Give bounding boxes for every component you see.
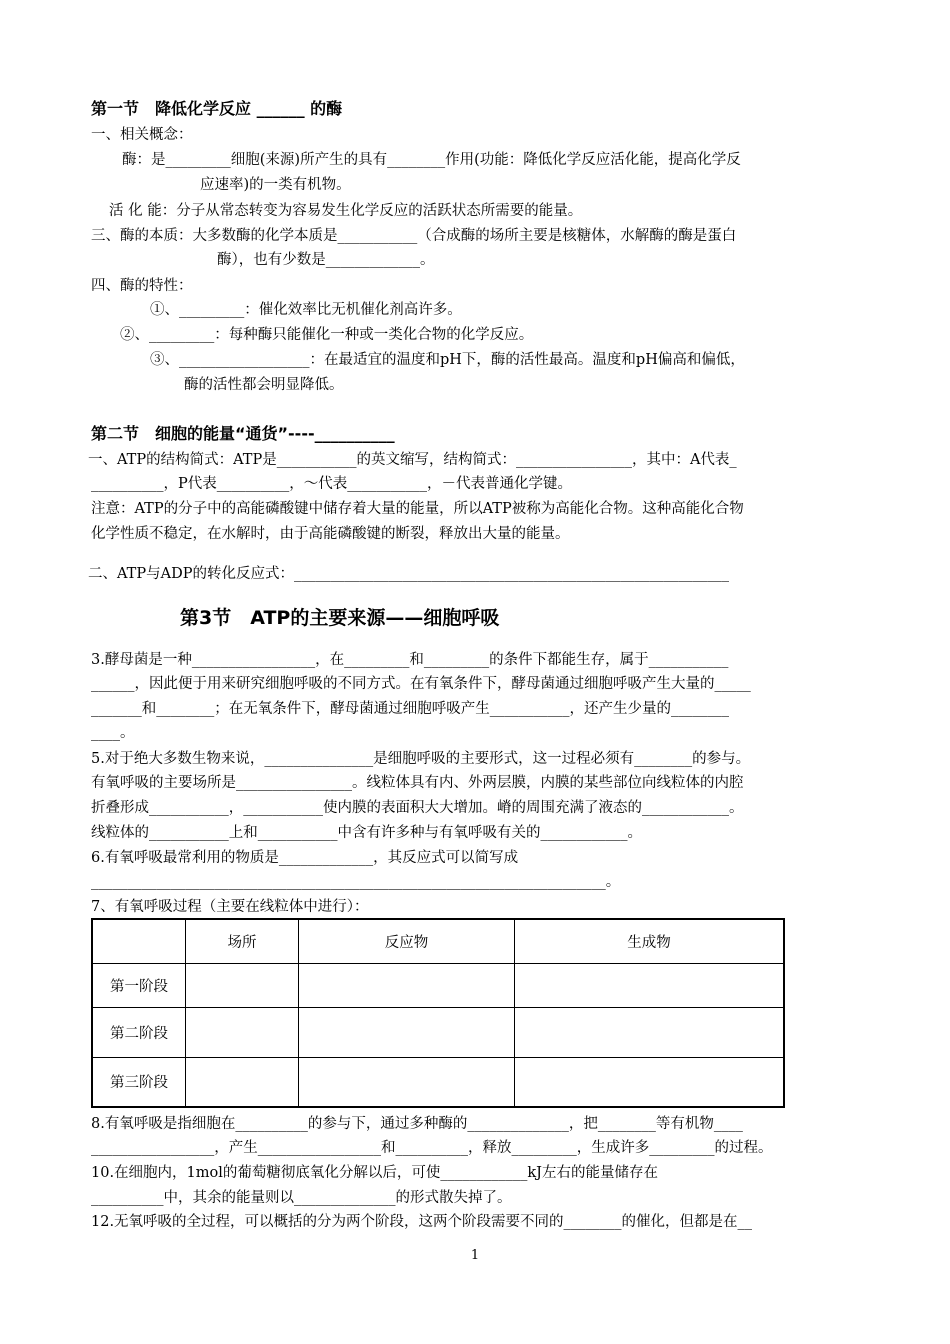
q6-line1: 6.有氧呼吸最常利用的物质是_____________，其反应式可以简写成 xyxy=(91,850,519,866)
table-row xyxy=(92,963,784,1007)
q10-line2: __________中，其余的能量则以______________的形式散失掉了。 xyxy=(91,1190,512,1206)
enzyme-nature: 三、酶的本质：大多数酶的化学本质是___________（合成酶的场所主要是核糖体，水解酶的酶是蛋白 xyxy=(91,228,737,244)
table-row-label: 第一阶段 xyxy=(92,963,186,1007)
table-header-cell: 生成物 xyxy=(515,919,785,963)
table-cell xyxy=(186,1057,299,1107)
table-cell xyxy=(299,1057,515,1107)
atp-note: 注意：ATP的分子中的高能磷酸键中储存着大量的能量，所以ATP被称为高能化合物。这种高能化合物 xyxy=(91,501,744,517)
q3-line1: 3.酵母菌是一种_________________，在_________和_________的条件下都能生存，属于___________ xyxy=(91,652,729,668)
q5-line4: 线粒体的___________上和___________中含有许多种与有氧呼吸有关的____________。 xyxy=(91,825,642,841)
concepts-heading: 一、相关概念： xyxy=(91,127,193,143)
property-3: ③、__________________：在最适宜的温度和pH下，酶的活性最高。温度和pH偏高和偏低， xyxy=(150,352,745,368)
table-cell xyxy=(299,963,515,1007)
q3-line3: _______和________；在无氧条件下，酵母菌通过细胞呼吸产生___________，还产生少量的________ xyxy=(91,701,729,717)
table-row-label: 第二阶段 xyxy=(92,1007,186,1057)
table-cell xyxy=(299,1007,515,1057)
section1-title: 第一节 降低化学反应 ______ 的酶 xyxy=(91,99,343,118)
atp-adp-reaction: 二、ATP与ADP的转化反应式：____________________________________________________________ xyxy=(88,566,729,582)
table-cell xyxy=(515,963,785,1007)
respiration-table xyxy=(91,918,785,1108)
table-header-cell xyxy=(92,919,186,963)
property-2: ②、_________：每种酶只能催化一种或一类化合物的化学反应。 xyxy=(120,327,534,343)
table-cell xyxy=(186,1007,299,1057)
table-row xyxy=(92,1007,784,1057)
q3-line4: ____。 xyxy=(91,725,135,741)
table-header-cell: 反应物 xyxy=(299,919,515,963)
section3-title: 第3节 ATP的主要来源——细胞呼吸 xyxy=(180,607,500,629)
q5-line2: 有氧呼吸的主要场所是________________。线粒体具有内、外两层膜，内膜的某些部位向线粒体的内腔 xyxy=(91,775,744,791)
table-cell xyxy=(515,1057,785,1107)
property-3-cont: 酶的活性都会明显降低。 xyxy=(184,377,344,393)
enzyme-definition: 酶：是_________细胞(来源)所产生的具有________作用(功能：降低化学反应活化能，提高化学反 xyxy=(122,152,741,168)
atp-note-cont: 化学性质不稳定，在水解时，由于高能磷酸键的断裂，释放出大量的能量。 xyxy=(91,526,570,542)
q3-line2: ______，因此便于用来研究细胞呼吸的不同方式。在有氧条件下，酵母菌通过细胞呼吸产生大量的_____ xyxy=(91,676,751,692)
property-1: ①、_________：催化效率比无机催化剂高许多。 xyxy=(150,302,462,318)
q7-heading: 7、有氧呼吸过程（主要在线粒体中进行）： xyxy=(91,899,369,915)
q8-line2: _________________，产生_________________和__________，释放_________，生成许多_________的过程。 xyxy=(91,1140,773,1156)
enzyme-definition-cont: 应速率)的一类有机物。 xyxy=(200,177,351,193)
q6-line2: _______________________________________________________________________。 xyxy=(91,874,621,890)
activation-energy: 活 化 能：分子从常态转变为容易发生化学反应的活跃状态所需要的能量。 xyxy=(109,203,583,219)
atp-structure: 一、ATP的结构简式：ATP是___________的英文缩写，结构简式：________________，其中：A代表_ xyxy=(88,452,737,468)
table-cell xyxy=(186,963,299,1007)
table-row xyxy=(92,1057,784,1107)
table-header-row xyxy=(92,919,784,963)
enzyme-properties-heading: 四、酶的特性： xyxy=(91,278,193,294)
section2-title: 第二节 细胞的能量“通货”----__________ xyxy=(91,424,395,443)
page-number: 1 xyxy=(470,1248,480,1263)
q5-line3: 折叠形成___________，___________使内膜的表面积大大增加。嵴的周围充满了液态的____________。 xyxy=(91,800,744,816)
q8-line1: 8.有氧呼吸是指细胞在__________的参与下，通过多种酶的______________，把________等有机物____ xyxy=(91,1116,743,1132)
table-row-label: 第三阶段 xyxy=(92,1057,186,1107)
q5-line1: 5.对于绝大多数生物来说，_______________是细胞呼吸的主要形式，这一过程必须有________的参与。 xyxy=(91,751,751,767)
q12-line1: 12.无氧呼吸的全过程，可以概括的分为两个阶段，这两个阶段需要不同的________的催化，但都是在__ xyxy=(91,1214,753,1230)
atp-structure-cont: __________，P代表__________，～代表___________，－代表普通化学键。 xyxy=(91,476,573,492)
table-header-cell: 场所 xyxy=(186,919,299,963)
enzyme-nature-cont: 酶），也有少数是_____________。 xyxy=(217,252,435,268)
table-cell xyxy=(515,1007,785,1057)
q10-line1: 10.在细胞内，1mol的葡萄糖彻底氧化分解以后，可使____________kJ左右的能量储存在 xyxy=(91,1165,658,1181)
